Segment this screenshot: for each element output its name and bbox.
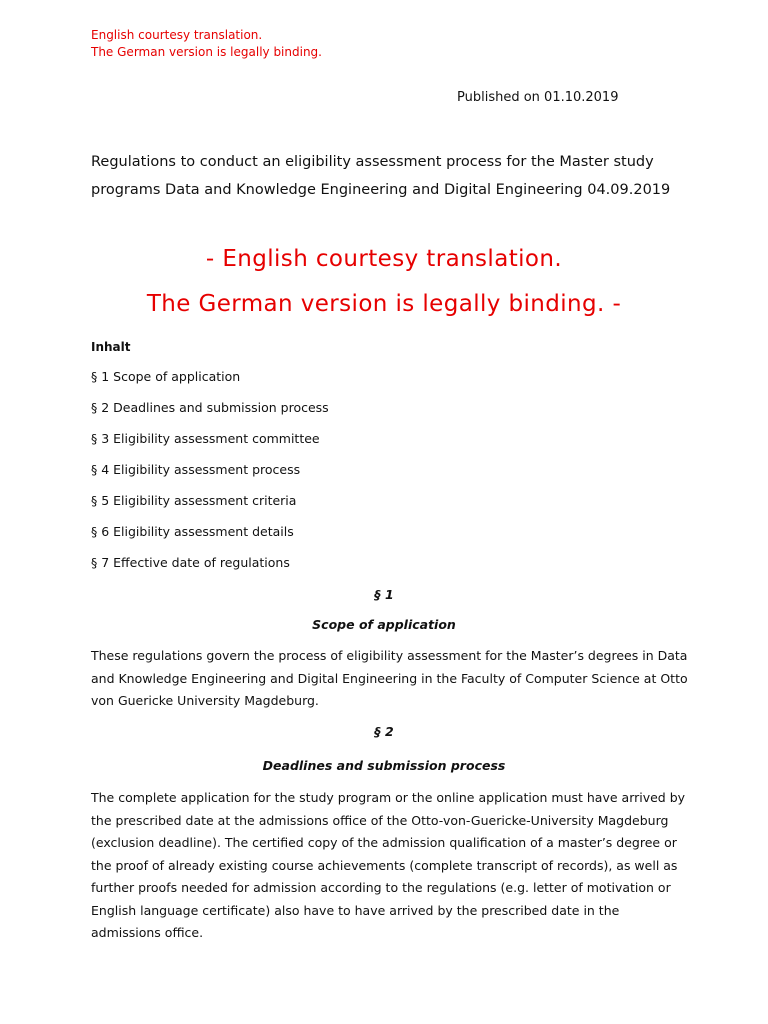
published-date: Published on 01.10.2019 xyxy=(457,90,619,105)
toc-item-3: § 3 Eligibility assessment committee xyxy=(91,431,320,446)
toc-item-2: § 2 Deadlines and submission process xyxy=(91,400,329,415)
section-1-title: Scope of application xyxy=(312,617,456,632)
courtesy-note-line1: English courtesy translation. xyxy=(91,28,263,42)
toc-item-5: § 5 Eligibility assessment criteria xyxy=(91,493,297,508)
toc-item-6: § 6 Eligibility assessment details xyxy=(91,524,294,539)
section-1-number: § 1 xyxy=(374,587,394,602)
translation-banner-line1: - English courtesy translation. xyxy=(205,246,563,272)
section-2-number: § 2 xyxy=(374,724,394,739)
courtesy-note-line2: The German version is legally binding. xyxy=(91,45,322,59)
section-1-body: These regulations govern the process of eligibility assessment for the Master’s degrees in Data and Knowledge Engineering and Digital Engineering in the Faculty of Computer Science at Otto von Guericke University Magdeburg. xyxy=(91,648,688,708)
document-title: Regulations to conduct an eligibility assessment process for the Master study programs Data and Knowledge Engineering and Digital Engineering 04.09.2019 xyxy=(91,154,671,198)
toc-item-7: § 7 Effective date of regulations xyxy=(91,555,290,570)
table-of-contents xyxy=(91,369,329,586)
translation-banner-line2: The German version is legally binding. - xyxy=(146,291,622,317)
toc-item-4: § 4 Eligibility assessment process xyxy=(91,462,301,477)
section-2-title: Deadlines and submission process xyxy=(262,758,506,773)
toc-heading: Inhalt xyxy=(91,340,131,354)
section-2-body: The complete application for the study program or the online application must have arrived by the prescribed date at the admissions office of the Otto-von-Guericke-University Magdeburg (exclusion deadline). The certified copy of the admission qualification of a master’s degree or the proof of already existing course achievements (complete transcript of records), as well as further proofs needed for admission according to the regulations (e.g. letter of motivation or English language certificate) also have to have arrived by the prescribed date in the admissions office. xyxy=(91,790,686,940)
toc-item-1: § 1 Scope of application xyxy=(91,369,241,384)
